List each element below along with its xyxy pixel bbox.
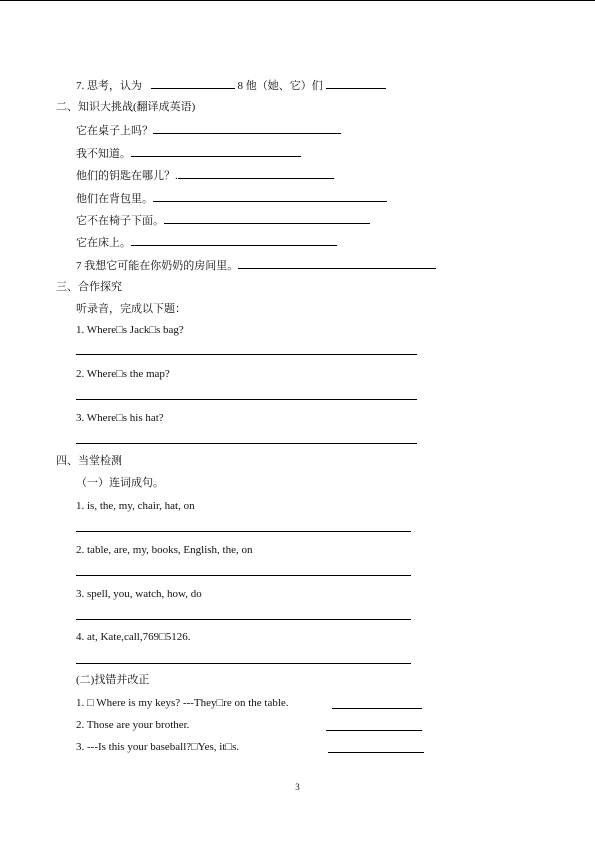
answer-line[interactable]: [76, 354, 417, 355]
correction-blank[interactable]: [326, 730, 422, 731]
part-1-heading: （一）连词成句。: [76, 477, 164, 489]
answer-blank[interactable]: [238, 258, 436, 269]
section-4-heading: 四、当堂检测: [56, 455, 122, 467]
answer-line[interactable]: [76, 531, 411, 532]
translate-item-text: 7 我想它可能在你奶奶的房间里。: [76, 260, 239, 272]
section-3-heading: 三、合作探究: [56, 281, 122, 293]
listening-question-3: 3. Where□s his hat?: [76, 412, 164, 424]
part-2-heading: (二)找错并改正: [76, 674, 150, 686]
word-order-item: 4. at, Kate,call,769□5126.: [76, 631, 191, 643]
correction-blank[interactable]: [332, 708, 422, 709]
translate-item-text: 我不知道。: [76, 148, 131, 160]
vocab-8-label: 8 他（她、它）们: [237, 80, 323, 92]
translate-item-text: 它在桌子上吗？: [76, 125, 153, 137]
translate-item: [76, 123, 341, 138]
translate-item-text: 它在床上。: [76, 237, 131, 249]
translate-item-text: 他们的钥匙在哪儿？.: [76, 170, 178, 182]
error-correction-item: 2. Those are your brother.: [76, 719, 190, 731]
translate-item-text: 他们在背包里。: [76, 193, 153, 205]
vocab-8-blank[interactable]: [326, 78, 386, 89]
answer-line[interactable]: [76, 575, 411, 576]
answer-line[interactable]: [76, 619, 411, 620]
answer-line[interactable]: [76, 663, 411, 664]
answer-blank[interactable]: [164, 213, 370, 224]
listening-instruction: 听录音，完成以下题：: [76, 303, 186, 315]
answer-blank[interactable]: [131, 146, 301, 157]
error-correction-item: 3. ---Is this your baseball?□Yes, it□s.: [76, 741, 240, 753]
vocab-7-blank[interactable]: [151, 78, 235, 89]
answer-line[interactable]: [76, 399, 417, 400]
translate-item: [76, 191, 387, 206]
listening-question-1: 1. Where□s Jack□s bag?: [76, 324, 184, 336]
word-order-item: 3. spell, you, watch, how, do: [76, 588, 202, 600]
word-order-item: 2. table, are, my, books, English, the, on: [76, 544, 253, 556]
answer-blank[interactable]: [178, 168, 334, 179]
answer-blank[interactable]: [131, 235, 337, 246]
section-2-heading: 二、知识大挑战(翻译成英语): [56, 101, 196, 113]
top-border-line: [0, 0, 595, 1]
page-number: 3: [295, 782, 300, 792]
vocab-row-7-8: [76, 78, 386, 93]
word-order-item: 1. is, the, my, chair, hat, on: [76, 500, 195, 512]
correction-blank[interactable]: [328, 752, 424, 753]
translate-item-text: 它不在椅子下面。: [76, 215, 164, 227]
translate-item: [76, 168, 334, 183]
translate-item: [76, 258, 436, 273]
error-correction-item: 1. □ Where is my keys? ---They□re on the table.: [76, 697, 289, 709]
answer-line[interactable]: [76, 443, 417, 444]
listening-question-2: 2. Where□s the map?: [76, 368, 170, 380]
translate-item: [76, 235, 337, 250]
answer-blank[interactable]: [153, 191, 387, 202]
translate-item: [76, 213, 370, 228]
answer-blank[interactable]: [153, 123, 341, 134]
vocab-7-label: 7. 思考，认为: [76, 80, 142, 92]
translate-item: [76, 146, 301, 161]
